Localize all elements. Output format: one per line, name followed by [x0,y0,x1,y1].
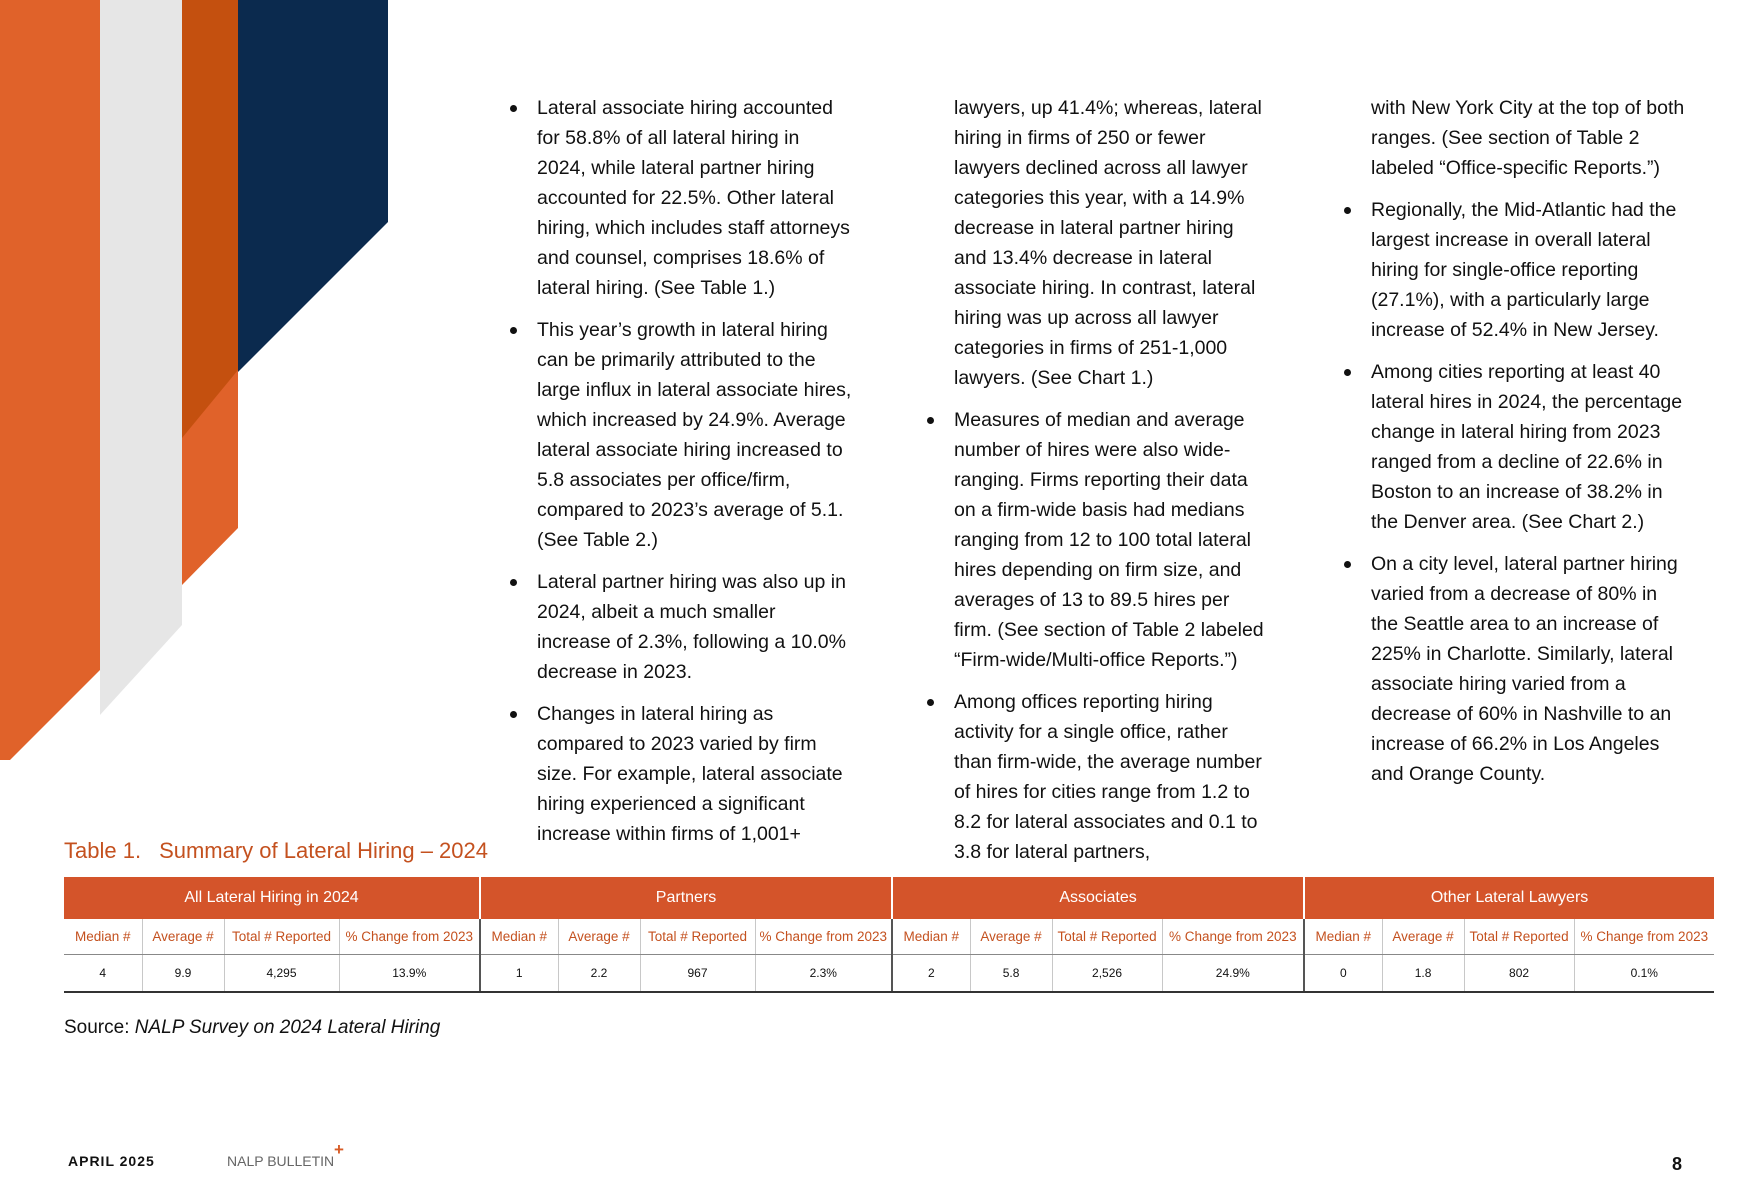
gray-stripe [100,0,182,715]
bullet-item: This year’s growth in lateral hiring can be primarily attributed to the large influx in lateral associate hires, which increased by 24.9%. Average lateral associate hiring increased to 5.8 associates per office/firm, compared to 2023’s average of 5.1. (See Table 2.) [508,315,853,555]
bullet-item: Among offices reporting hiring activity for a single office, rather than firm-wide, the average number of hires for cities range from 1.2 to 8.2 for lateral associates and 0.1 to 3.8 for lateral partners, [925,687,1270,867]
decorative-stripes [0,0,400,760]
navy-stripe [238,0,388,372]
table-cell: 1.8 [1382,955,1464,993]
bullet-item: Regionally, the Mid-Atlantic had the largest increase in overall lateral hiring for single-office reporting (27.1%), with a particularly large increase of 52.4% in New Jersey. [1342,195,1687,345]
table-cell: 2.3% [755,955,892,993]
table-cell: 4,295 [224,955,339,993]
bullet-item: Changes in lateral hiring as compared to 2023 varied by firm size. For example, lateral associate hiring experienced a significant increase within firms of 1,001+ [508,699,853,849]
source-note [64,1017,440,1039]
table-cell: 0 [1304,955,1382,993]
column-header: Median # [892,919,970,955]
column-header: Median # [480,919,558,955]
column-header: % Change from 2023 [1162,919,1304,955]
column-header: Average # [970,919,1052,955]
bullet-continuation: lawyers, up 41.4%; whereas, lateral hiring in firms of 250 or fewer lawyers declined across all lawyer categories this year, with a 14.9% decrease in lateral partner hiring and 13.4% decrease in lateral associate hiring. In contrast, lateral hiring was up across all lawyer categories in firms of 251-1,000 lawyers. (See Chart 1.) [954,97,1262,389]
table-cell: 13.9% [339,955,480,993]
table-cell: 5.8 [970,955,1052,993]
bullet-item: Lateral associate hiring accounted for 58.8% of all lateral hiring in 2024, while lateral partner hiring accounted for 22.5%. Other lateral hiring, which includes staff attorneys and counsel, comprises 18.6% of lateral hiring. (See Table 1.) [508,93,853,303]
table-cell: 2 [892,955,970,993]
source-title: NALP Survey on 2024 Lateral Hiring [134,1017,441,1038]
column-header: Average # [1382,919,1464,955]
bullet-list [508,93,853,849]
text-column-3 [1342,93,1687,801]
bullet-list [1342,93,1687,789]
column-header: % Change from 2023 [339,919,480,955]
column-header: Total # Reported [1464,919,1574,955]
brand-plus-icon: + [334,1140,344,1159]
table-cell: 9.9 [142,955,224,993]
table-number: Table 1. [64,838,142,863]
table-title-text: Summary of Lateral Hiring – 2024 [159,838,488,863]
column-header: % Change from 2023 [1574,919,1714,955]
column-header: Median # [64,919,142,955]
summary-table [64,877,1714,993]
table-cell: 1 [480,955,558,993]
text-column-1 [508,93,853,861]
group-header-row [64,877,1714,919]
bullet-item: Lateral partner hiring was also up in 2024, albeit a much smaller increase of 2.3%, following a 10.0% decrease in 2023. [508,567,853,687]
table-cell: 967 [640,955,755,993]
footer-date: APRIL 2025 [68,1153,155,1169]
table-cell: 4 [64,955,142,993]
bullet-continuation: with New York City at the top of both ranges. (See section of Table 2 labeled “Office-specific Reports.”) [1371,97,1685,179]
table-cell: 2.2 [558,955,640,993]
bullet-list [925,93,1270,867]
group-header: Partners [480,877,892,919]
column-header: Total # Reported [1052,919,1162,955]
group-header: All Lateral Hiring in 2024 [64,877,480,919]
group-header: Other Lateral Lawyers [1304,877,1714,919]
group-header: Associates [892,877,1304,919]
column-header: Median # [1304,919,1382,955]
table-title [64,838,488,864]
bullet-item: On a city level, lateral partner hiring varied from a decrease of 80% in the Seattle area to an increase of 225% in Charlotte. Similarly, lateral associate hiring varied from a decrease of 60% in Nashville to an increase of 66.2% in Los Angeles and Orange County. [1342,549,1687,789]
dark-orange-stripe [182,0,238,438]
table-cell: 24.9% [1162,955,1304,993]
bullet-item: Measures of median and average number of hires were also wide-ranging. Firms reporting their data on a firm-wide basis had medians ranging from 12 to 100 total lateral hires depending on firm size, and averages of 13 to 89.5 hires per firm. (See section of Table 2 labeled “Firm-wide/Multi-office Reports.”) [925,405,1270,675]
table-cell: 0.1% [1574,955,1714,993]
bullet-item: Among cities reporting at least 40 lateral hires in 2024, the percentage change in lateral hiring from 2023 ranged from a decline of 22.6% in Boston to an increase of 38.2% in the Denver area. (See Chart 2.) [1342,357,1687,537]
source-prefix: Source: [64,1017,135,1038]
column-header: Average # [142,919,224,955]
page-number: 8 [1672,1154,1683,1174]
column-header: Total # Reported [640,919,755,955]
sub-header-row [64,919,1714,955]
table-cell: 802 [1464,955,1574,993]
column-header: Total # Reported [224,919,339,955]
table-cell: 2,526 [1052,955,1162,993]
text-column-2 [925,93,1270,879]
column-header: Average # [558,919,640,955]
table-row [64,955,1714,993]
orange-stripe-left [0,0,100,760]
column-header: % Change from 2023 [755,919,892,955]
footer-brand: NALP BULLETIN [227,1153,335,1169]
